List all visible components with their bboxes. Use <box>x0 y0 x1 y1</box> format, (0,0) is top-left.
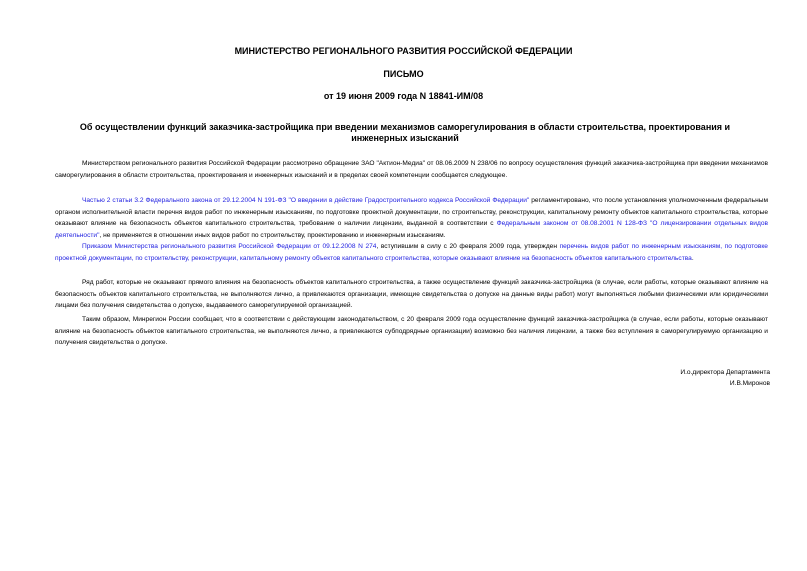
paragraph-2 <box>55 195 768 241</box>
law-191-fz-link[interactable]: Частью 2 статьи 3.2 Федерального закона от 29.12.2004 N 191-ФЗ "О введении в действие Градостроительного кодекса Российской Федерации" <box>82 197 530 204</box>
works-list-link[interactable]: перечень видов работ по инженерным изысканиям, по подготовке проектной документации, по строительству, реконструкции, капитальному ремонту объектов капитального строительства, которые оказывают влияние на безопасность объектов капитального строительства <box>55 243 768 262</box>
paragraph-1-text: Министерством регионального развития Российской Федерации рассмотрено обращение ЗАО "Актион-Медиа" от 08.06.2009 N 238/06 по вопросу осуществления функций заказчика-застройщика при введении механизмов саморегулирования в области строительства, проектирования и инженерных изысканий и в пределах своей компетенции сообщается следующее. <box>55 160 768 179</box>
paragraph-5-text: Таким образом, Минрегион России сообщает, что в соответствии с действующим законодательством, с 20 февраля 2009 года осуществление функций заказчика-застройщика (в случае, если работы, которые оказывают влияние на безопасность объектов капитального строительства, не выполняются лично, а привлекаются субподрядные организации) возможно без наличия лицензии, а также без вступления в саморегулируемую организацию и получения свидетельства о допуске. <box>55 316 768 346</box>
document-type: ПИСЬМО <box>383 69 424 79</box>
signatory-position: И.о.директора Департамента <box>680 369 770 376</box>
signature-block <box>570 367 770 389</box>
paragraph-2-text-1: регламентировано, что после установления уполномоченным федеральным органом исполнительной власти перечня видов работ по инженерным изысканиям, по подготовке проектной документации, по строительству, реконструкции, капитальному ремонту объектов капитального строительства, которые оказывают влияние на безопасность объектов капитального строительства, требование о наличии лицензии, выданной в соответствии с <box>55 197 768 227</box>
document-date-number: от 19 июня 2009 года N 18841-ИМ/08 <box>323 91 484 101</box>
paragraph-3-text-1: , вступившим в силу с 20 февраля 2009 года, утвержден <box>376 243 560 250</box>
paragraph-1 <box>55 158 768 181</box>
signatory-name: И.В.Миронов <box>729 380 770 387</box>
ministry-heading: МИНИСТЕРСТВО РЕГИОНАЛЬНОГО РАЗВИТИЯ РОССИЙСКОЙ ФЕДЕРАЦИИ <box>234 46 573 56</box>
order-274-link[interactable]: Приказом Министерства регионального развития Российской Федерации от 09.12.2008 N 274 <box>82 243 377 250</box>
paragraph-5 <box>55 314 768 349</box>
paragraph-2-text-2: , не применяется в отношении иных видов работ по строительству, проектированию и инженерным изысканиям. <box>99 231 446 239</box>
paragraph-3-text-2: . <box>691 254 694 262</box>
paragraph-3 <box>55 241 768 264</box>
paragraph-4 <box>55 277 768 312</box>
paragraph-4-text: Ряд работ, которые не оказывают прямого влияния на безопасность объектов капитального строительства, а также осуществление функций заказчика-застройщика (в случае, если работы, которые оказывают влияние на безопасность объектов капитального строительства, не выполняются лично, а привлекаются организации, имеющие свидетельства о допуске на данные виды работ) могут выполняться любыми физическими или юридическими лицами без получения свидетельства о допуске, выдаваемого саморегулируемой организацией. <box>55 279 768 309</box>
law-128-fz-link[interactable]: Федеральным законом от 08.08.2001 N 128-ФЗ "О лицензировании отдельных видов деятельности" <box>55 220 768 239</box>
document-title: Об осуществлении функций заказчика-застройщика при введении механизмов саморегулирования в области строительства, проектирования и инженерных изысканий <box>79 122 731 143</box>
